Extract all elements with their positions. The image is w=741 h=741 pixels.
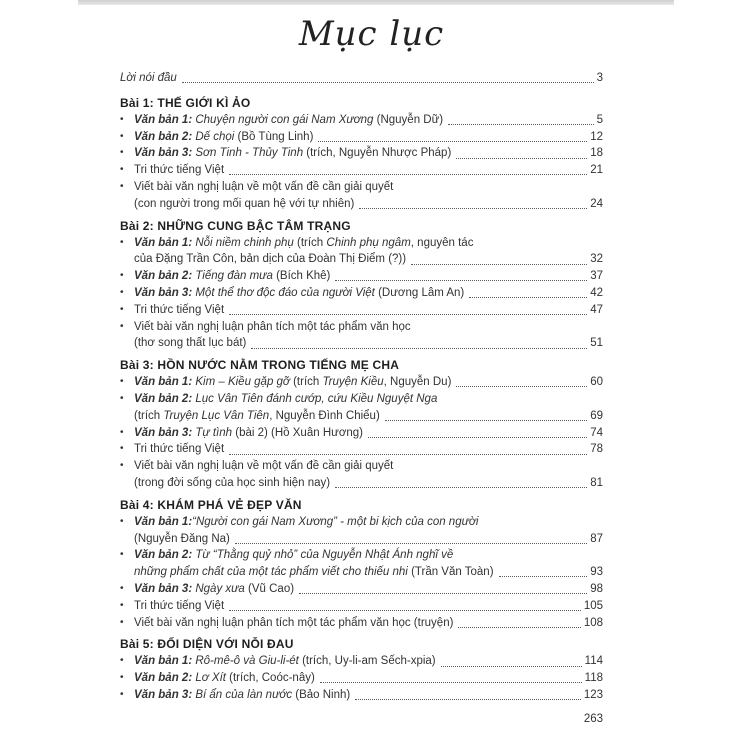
toc-entry-text: Văn bản 3: Tự tình (bài 2) (Hồ Xuân Hương): [134, 426, 363, 439]
toc-line: [120, 302, 603, 319]
toc-line: [120, 670, 603, 687]
toc-item: [120, 302, 603, 319]
toc-item: [120, 615, 603, 632]
toc-item: [120, 598, 603, 615]
entry-page-number: 114: [584, 655, 603, 668]
toc-item: [120, 581, 603, 598]
toc-line: [120, 70, 603, 87]
toc-entry-text: Văn bản 3: Sơn Tinh - Thủy Tinh (trích, Nguyễn Nhược Pháp): [134, 147, 452, 160]
toc-entry-text: Tri thức tiếng Việt: [134, 164, 225, 177]
toc-line: [120, 653, 603, 670]
toc-item: [120, 179, 603, 213]
toc-item: [120, 112, 603, 129]
toc-item: [120, 70, 603, 87]
toc-item: [120, 374, 603, 391]
entry-page-number: 3: [596, 72, 603, 84]
toc-item: [120, 129, 603, 146]
toc-item: [120, 319, 603, 353]
toc-item: [120, 653, 603, 670]
bullet-icon: •: [120, 320, 124, 332]
dotted-leader: [229, 314, 587, 315]
entry-page-number: 42: [590, 286, 603, 299]
entry-page-number: 118: [584, 672, 603, 685]
dotted-leader: [335, 280, 587, 281]
dotted-leader: [411, 264, 587, 265]
toc-item: [120, 162, 603, 179]
bullet-icon: •: [120, 582, 124, 594]
toc-item: [120, 441, 603, 458]
dotted-leader: [182, 82, 594, 83]
toc-entry-text: Viết bài văn nghị luận phân tích một tác phẩm văn học (truyện): [134, 616, 454, 629]
toc-line: [120, 235, 603, 252]
toc-line: [134, 564, 603, 581]
bullet-icon: •: [120, 164, 124, 176]
bullet-icon: •: [120, 460, 124, 472]
dotted-leader: [499, 576, 588, 577]
toc-line: [120, 581, 603, 598]
entry-page-number: 5: [596, 113, 603, 126]
page-title: Mục lục: [298, 14, 445, 54]
toc-entry-text: Viết bài văn nghị luận phân tích một tác phẩm văn học: [134, 320, 411, 333]
bullet-icon: •: [120, 515, 124, 527]
toc-list: [120, 70, 603, 704]
toc-line: [120, 598, 603, 615]
toc-line: [120, 319, 603, 336]
toc-line: [120, 687, 603, 704]
toc-entry-text: Văn bản 3: Bí ẩn của làn nước (Bảo Ninh): [134, 688, 351, 701]
toc-entry-text: Văn bản 2: Tiếng đàn mưa (Bích Khê): [134, 270, 331, 283]
bullet-icon: •: [120, 599, 124, 611]
toc-item: [120, 145, 603, 162]
dotted-leader: [229, 174, 587, 175]
dotted-leader: [448, 124, 593, 125]
bullet-icon: •: [120, 130, 124, 142]
toc-line: [134, 196, 603, 213]
toc-line: [120, 441, 603, 458]
toc-entry-text: Văn bản 3: Một thể thơ độc đáo của người Việt (Dương Lâm An): [134, 286, 465, 299]
toc-line: [120, 268, 603, 285]
toc-item: [120, 514, 603, 548]
toc-line: [120, 145, 603, 162]
bullet-icon: •: [120, 270, 124, 282]
toc-entry-text: Văn bản 1: Chuyện người con gái Nam Xương (Nguyễn Dữ): [134, 113, 444, 126]
toc-entry-text: Tri thức tiếng Việt: [134, 303, 225, 316]
toc-item: [120, 687, 603, 704]
toc-line: [134, 531, 603, 548]
toc-line: [134, 475, 603, 492]
entry-page-number: 123: [583, 688, 603, 701]
entry-page-number: 108: [583, 616, 603, 629]
bullet-icon: •: [120, 672, 124, 684]
toc-entry-text: Văn bản 2: Từ “Thằng quỷ nhỏ” của Nguyễn Nhật Ánh nghĩ về: [134, 549, 454, 562]
entry-page-number: 105: [583, 599, 603, 612]
entry-page-number: 74: [590, 426, 603, 439]
toc-line: [120, 162, 603, 179]
toc-line: [134, 408, 603, 425]
entry-page-number: 37: [590, 270, 603, 283]
toc-entry-text: (trích Truyện Lục Vân Tiên, Nguyễn Đình Chiểu): [134, 409, 380, 422]
bullet-icon: •: [120, 549, 124, 561]
bullet-icon: •: [120, 426, 124, 438]
bullet-icon: •: [120, 113, 124, 125]
entry-page-number: 81: [590, 476, 603, 489]
toc-line: [120, 179, 603, 196]
dotted-leader: [335, 487, 587, 488]
bullet-icon: •: [120, 392, 124, 404]
toc-entry-text: Văn bản 2: Dế chọi (Bồ Tùng Linh): [134, 130, 314, 143]
toc-entry-text: (con người trong mối quan hệ với tự nhiên): [134, 197, 355, 210]
toc-item: [120, 285, 603, 302]
entry-page-number: 47: [590, 303, 603, 316]
section-heading: Bài 1: THẾ GIỚI KÌ ẢO: [120, 95, 251, 110]
dotted-leader: [229, 610, 581, 611]
toc-entry-text: Tri thức tiếng Việt: [134, 599, 225, 612]
dotted-leader: [359, 208, 587, 209]
toc-entry-text: Lời nói đầu: [120, 72, 177, 84]
toc-line: [120, 374, 603, 391]
toc-line: [134, 335, 603, 352]
bullet-icon: •: [120, 236, 124, 248]
toc-line: [120, 547, 603, 564]
entry-page-number: 60: [590, 376, 603, 389]
dotted-leader: [385, 420, 587, 421]
bullet-icon: •: [120, 147, 124, 159]
bullet-icon: •: [120, 616, 124, 628]
entry-page-number: 69: [590, 409, 603, 422]
dotted-leader: [235, 543, 587, 544]
entry-page-number: 98: [590, 582, 603, 595]
toc-entry-text: Văn bản 3: Ngày xưa (Vũ Cao): [134, 582, 295, 595]
toc-entry-text: Văn bản 1:“Người con gái Nam Xương” - một bi kịch của con người: [134, 515, 479, 528]
toc-entry-text: Văn bản 2: Lục Vân Tiên đánh cướp, cứu Kiều Nguyệt Nga: [134, 392, 438, 405]
dotted-leader: [469, 297, 587, 298]
toc-entry-text: Viết bài văn nghị luận về một vấn đề cần giải quyết: [134, 180, 394, 193]
entry-page-number: 78: [590, 443, 603, 456]
entry-page-number: 18: [590, 147, 603, 160]
section-heading: Bài 3: HỒN NƯỚC NẰM TRONG TIẾNG MẸ CHA: [120, 358, 400, 373]
section-heading: Bài 2: NHỮNG CUNG BẬC TÂM TRẠNG: [120, 218, 351, 233]
toc-entry-text: (Nguyễn Đăng Na): [134, 532, 230, 545]
toc-line: [120, 129, 603, 146]
bullet-icon: •: [120, 688, 124, 700]
toc-item: [120, 547, 603, 581]
dotted-leader: [456, 158, 587, 159]
dotted-leader: [355, 699, 581, 700]
entry-page-number: 12: [590, 130, 603, 143]
dotted-leader: [251, 348, 587, 349]
dotted-leader: [229, 454, 587, 455]
toc-entry-text: Văn bản 1: Kim – Kiều gặp gỡ (trích Truyện Kiều, Nguyễn Du): [134, 376, 452, 389]
entry-page-number: 21: [590, 164, 603, 177]
toc-entry-text: Văn bản 1: Rô-mê-ô và Giu-li-ét (trích, Uy-li-am Sếch-xpia): [134, 655, 436, 668]
toc-item: [120, 235, 603, 269]
bullet-icon: •: [120, 303, 124, 315]
dotted-leader: [318, 141, 587, 142]
dotted-leader: [299, 593, 587, 594]
entry-page-number: 24: [590, 197, 603, 210]
toc-line: [120, 514, 603, 531]
bullet-icon: •: [120, 655, 124, 667]
bullet-icon: •: [120, 376, 124, 388]
toc-item: [120, 670, 603, 687]
toc-line: [134, 251, 603, 268]
toc-entry-text: Tri thức tiếng Việt: [134, 443, 225, 456]
toc-entry-text: (trong đời sống của học sinh hiện nay): [134, 476, 331, 489]
toc-item: [120, 391, 603, 425]
dotted-leader: [458, 627, 580, 628]
toc-entry-text: Viết bài văn nghị luận về một vấn đề cần giải quyết: [134, 460, 394, 473]
section-heading: Bài 5: ĐỐI DIỆN VỚI NỖI ĐAU: [120, 637, 294, 652]
dotted-leader: [368, 437, 587, 438]
bullet-icon: •: [120, 286, 124, 298]
entry-page-number: 51: [590, 337, 603, 350]
bullet-icon: •: [120, 180, 124, 192]
section-heading: Bài 4: KHÁM PHÁ VẺ ĐẸP VĂN: [120, 497, 302, 512]
entry-page-number: 32: [590, 253, 603, 266]
bullet-icon: •: [120, 443, 124, 455]
dotted-leader: [456, 386, 587, 387]
toc-entry-text: của Đặng Trần Côn, bản dịch của Đoàn Thị Điểm (?)): [134, 253, 407, 266]
dotted-leader: [441, 666, 582, 667]
toc-line: [120, 425, 603, 442]
toc-item: [120, 425, 603, 442]
toc-item: [120, 458, 603, 492]
toc-entry-text: Văn bản 2: Lơ Xít (trích, Coóc-nây): [134, 672, 315, 685]
toc-entry-text: Văn bản 1: Nỗi niềm chinh phụ (trích Chinh phụ ngâm, nguyên tác: [134, 236, 474, 249]
entry-page-number: 93: [590, 566, 603, 579]
toc-line: [120, 615, 603, 632]
entry-page-number: 87: [590, 532, 603, 545]
book-page-number: 263: [583, 712, 603, 725]
dotted-leader: [320, 682, 582, 683]
toc-line: [120, 112, 603, 129]
toc-line: [120, 285, 603, 302]
toc-entry-text: (thơ song thất lục bát): [134, 337, 247, 350]
toc-line: [120, 391, 603, 408]
toc-line: [120, 458, 603, 475]
toc-entry-text: những phẩm chất của một tác phẩm viết cho thiếu nhi (Trần Văn Toàn): [134, 566, 494, 579]
toc-page: [120, 0, 603, 741]
toc-item: [120, 268, 603, 285]
